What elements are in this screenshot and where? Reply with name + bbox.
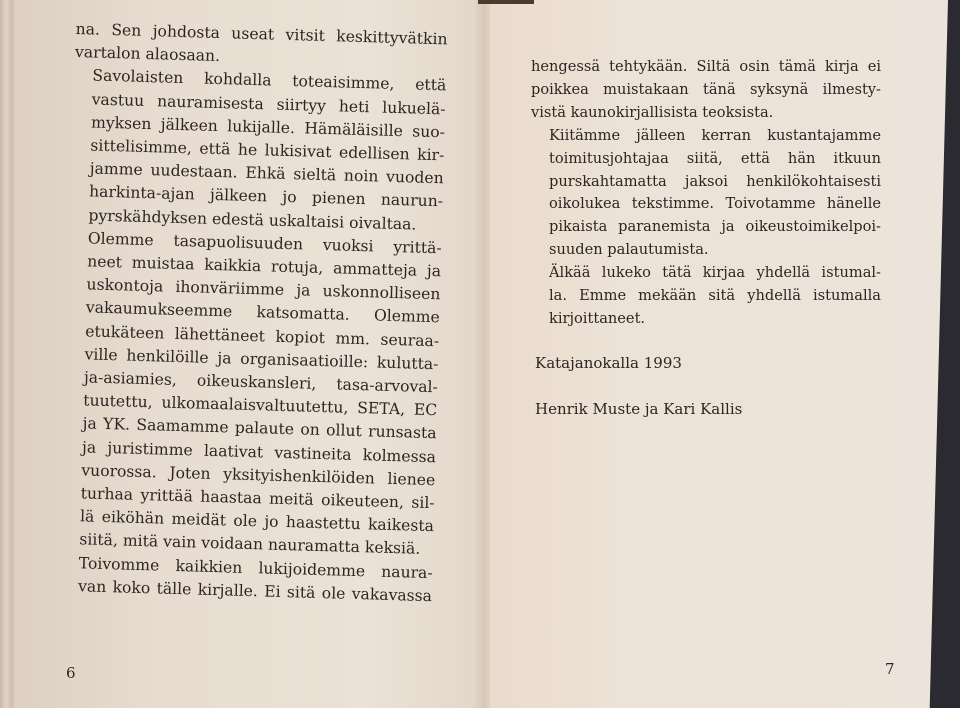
authors-signature: Henrik Muste ja Kari Kallis [535,400,743,418]
text-line: ja YK. Saamamme palaute on ollut runsasta [82,414,437,443]
gutter-shadow [478,0,534,4]
text-line: jamme uudestaan. Ehkä sieltä noin vuoden [89,159,444,188]
text-line: Toivomme kaikkien lukijoidemme naura- [78,553,433,582]
text-line: tuutettu, ulkomaalaisvaltuutettu, SETA, EC [83,391,438,420]
text-line: kirjoittaneet. [549,309,646,327]
text-line: etukäteen lähettäneet kopiot mm. seuraa- [85,322,440,350]
paragraph [531,56,881,125]
right-page-text [531,56,881,331]
text-line: vastuu nauramisesta siirtyy heti lukuelä- [91,90,446,118]
text-line: lä eiköhän meidät ole jo haastettu kaikesta [79,507,435,536]
text-line: pyrskähdyksen edestä uskaltaisi oivaltaa. [88,206,417,234]
text-line: suuden palautumista. [549,241,709,259]
text-line: uskontoja ihonväriimme ja uskonnolliseen [86,275,441,304]
text-line: siitä, mitä vain voidaan nauramatta keksiä. [79,530,421,559]
text-line: toimitusjohtajaa siitä, että hän itkuun [549,149,881,167]
text-line: vartalon alaosaan. [74,43,221,66]
text-line: poikkea muistakaan tänä syksynä ilmesty- [531,80,881,98]
paragraph [61,227,442,562]
text-line: vuorossa. Joten yksityishenkilöiden lienee [81,461,436,490]
place-date: Katajanokalla 1993 [535,354,682,372]
text-line: ja-asiamies, oikeuskansleri, tasa-arvoval- [83,368,439,397]
text-line: purskahtamatta jaksoi henkilökohtaisesti [549,172,881,190]
text-line: hengessä tehtykään. Siltä osin tämä kirja ei [531,58,881,75]
text-line: harkinta-ajan jälkeen jo pienen naurun- [88,182,444,211]
text-line: vistä kaunokirjallisista teoksista. [531,103,774,121]
text-line: Savolaisten kohdalla toteaisimme, että [92,66,447,95]
text-line: oikolukea tekstimme. Toivotamme hänelle [549,195,881,213]
text-line: ville henkilöille ja organisaatioille: kulutta- [84,345,439,374]
text-line: la. Emme mekään sitä yhdellä istumalla [549,287,881,305]
text-line: na. Sen johdosta useat vitsit keskittyvätkin [75,19,448,49]
text-line: Älkää lukeko tätä kirjaa yhdellä istumal- [549,264,881,282]
text-line: sittelisimme, että he lukisivat edellisen kir- [90,136,445,165]
paragraph [531,125,881,262]
text-line: Kiitämme jälleen kerran kustantajamme [549,126,881,144]
left-page-text [60,18,448,608]
text-line: vakaumukseemme katsomatta. Olemme [85,298,441,327]
page-number-right: 7 [885,660,895,678]
text-line: myksen jälkeen lukijalle. Hämäläisille suo- [90,113,446,142]
text-line: neet muistaa kaikkia rotuja, ammatteja ja [86,252,442,281]
text-line: pikaista paranemista ja oikeustoimikelpoi- [549,218,881,236]
paragraph [531,262,881,331]
page-number-left: 6 [66,664,76,682]
text-line: turhaa yrittää haastaa meitä oikeuteen, sil- [80,484,435,513]
text-line: van koko tälle kirjalle. Ei sitä ole vakavassa [77,577,433,606]
paragraph [70,64,446,237]
text-line: ja juristimme laativat vastineita kolmessa [81,437,437,466]
text-line: Olemme tasapuolisuuden vuoksi yrittä- [87,229,442,258]
